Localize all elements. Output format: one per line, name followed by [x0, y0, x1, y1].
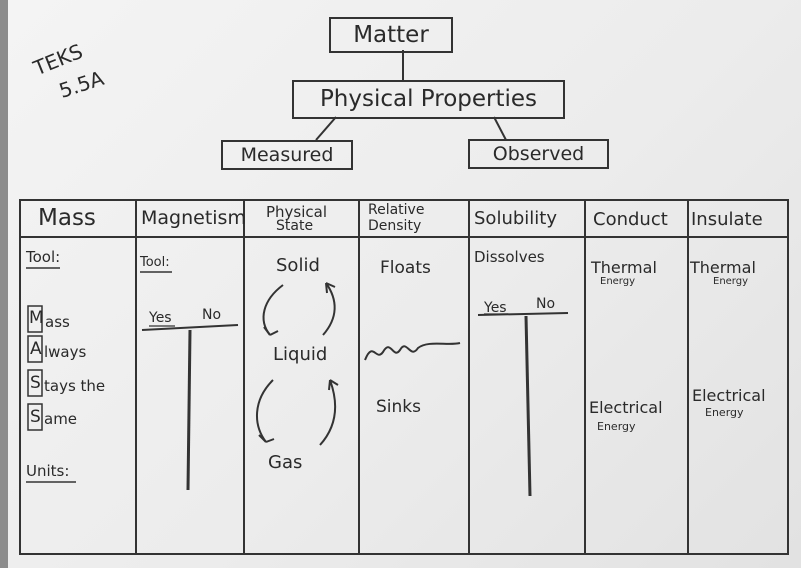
acrostic-rest-3: tays the	[44, 377, 106, 395]
acrostic-letter-2: A	[30, 339, 42, 359]
teks-label-line1: TEKS	[30, 39, 86, 81]
acrostic-rest-4: ame	[44, 410, 78, 428]
solubility-dissolves: Dissolves	[474, 248, 545, 266]
physical-properties-box	[292, 80, 565, 119]
insulate-electrical-energy: Energy	[705, 406, 744, 419]
header-physical-state-line2: State	[276, 218, 314, 234]
mass-units-label: Units:	[26, 462, 70, 480]
header-mass: Mass	[38, 205, 96, 231]
conduct-electrical: Electrical	[589, 398, 663, 417]
solubility-yes-label: Yes	[484, 300, 507, 316]
arrow-solid-to-liquid	[264, 285, 283, 335]
conduct-thermal: Thermal	[591, 258, 657, 277]
header-relative-density-line2: Density	[368, 218, 422, 234]
insulate-thermal-energy: Energy	[713, 276, 749, 287]
physical-properties-label: Physical Properties	[319, 86, 538, 112]
arrow-liquid-to-gas-head	[259, 435, 274, 442]
matter-box	[329, 17, 453, 53]
acrostic-letter-4: S	[30, 407, 41, 427]
magnetism-tchart-vertical	[188, 330, 190, 490]
header-physical-state-line1: Physical	[266, 203, 328, 221]
connector-properties-measured	[316, 117, 336, 140]
header-insulate: Insulate	[691, 209, 763, 230]
paper-sheet	[8, 0, 801, 568]
acrostic-rest-1: ass	[45, 313, 70, 331]
magnetism-tool-label: Tool:	[140, 255, 170, 270]
acrostic-rest-2: lways	[44, 343, 87, 361]
acrostic-letter-1: M	[29, 308, 44, 328]
arrow-liquid-to-solid	[323, 283, 335, 335]
solubility-no-label: No	[536, 296, 556, 312]
header-conduct: Conduct	[593, 209, 668, 230]
state-solid: Solid	[276, 255, 320, 276]
arrow-solid-to-liquid-head	[264, 327, 278, 335]
density-wavy-line	[365, 343, 460, 360]
observed-box	[468, 139, 609, 169]
measured-label: Measured	[240, 144, 334, 166]
acrostic-letter-3: S	[30, 373, 41, 393]
state-gas: Gas	[268, 452, 303, 473]
header-relative-density-line1: Relative	[368, 202, 425, 218]
header-magnetism: Magnetism	[141, 207, 246, 229]
mass-tool-label: Tool:	[26, 248, 61, 266]
observed-label: Observed	[492, 143, 585, 165]
connector-properties-observed	[494, 117, 506, 140]
state-liquid: Liquid	[273, 344, 328, 365]
magnetism-yes-label: Yes	[149, 310, 172, 326]
solubility-tchart-vertical	[526, 316, 530, 496]
insulate-thermal: Thermal	[690, 258, 756, 277]
insulate-electrical: Electrical	[692, 386, 766, 405]
teks-label-line2: 5.5A	[56, 65, 107, 103]
conduct-thermal-energy: Energy	[600, 276, 636, 287]
magnetism-no-label: No	[202, 307, 222, 323]
matter-label: Matter	[353, 22, 429, 48]
measured-box	[221, 140, 353, 170]
header-solubility: Solubility	[474, 208, 557, 229]
density-sinks: Sinks	[376, 397, 421, 417]
arrow-liquid-to-gas	[257, 380, 273, 442]
conduct-electrical-energy: Energy	[597, 420, 636, 433]
density-floats: Floats	[380, 258, 431, 278]
arrow-gas-to-liquid	[320, 380, 335, 445]
